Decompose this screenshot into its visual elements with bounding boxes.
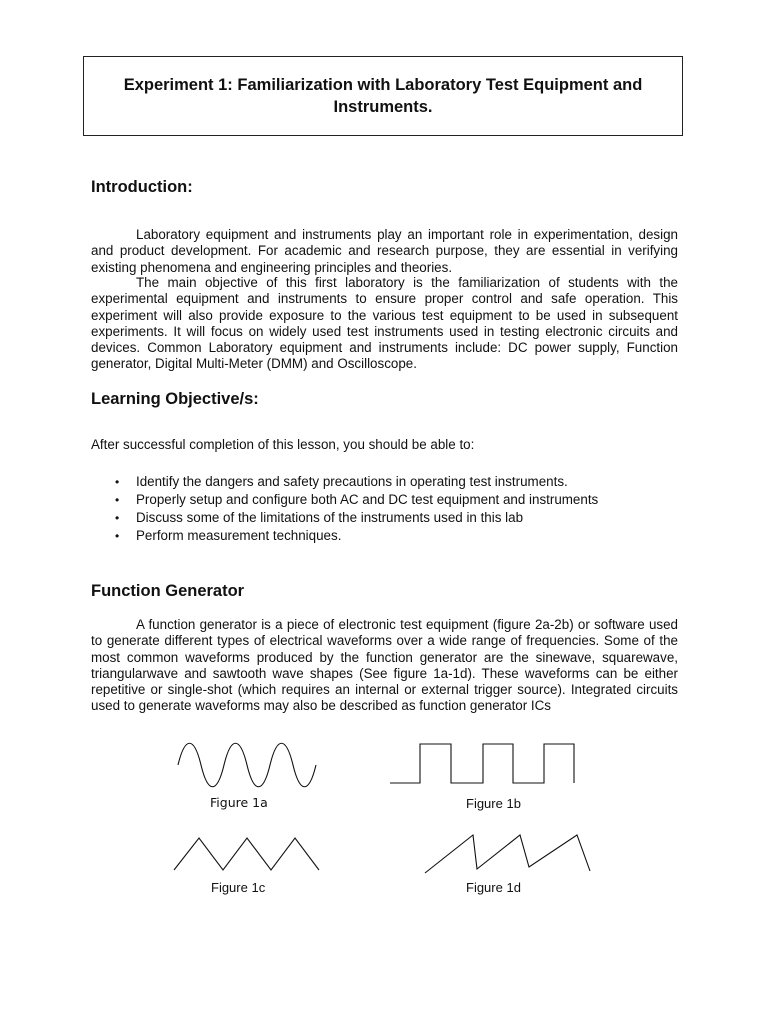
learning-objectives-list bbox=[91, 473, 678, 545]
function-generator-heading: Function Generator bbox=[91, 582, 245, 600]
figure-1a-caption: Figure 1a bbox=[210, 795, 268, 810]
bullet-icon: • bbox=[115, 529, 120, 543]
bullet-icon: • bbox=[115, 511, 120, 525]
list-item: • Properly setup and configure both AC and DC test equipment and instruments bbox=[115, 492, 599, 507]
figure-1c-caption: Figure 1c bbox=[211, 880, 266, 895]
figure-1d-caption: Figure 1d bbox=[466, 880, 521, 895]
learning-objectives-heading: Learning Objective/s: bbox=[91, 390, 259, 408]
introduction-heading: Introduction: bbox=[91, 178, 193, 196]
list-item: • Perform measurement techniques. bbox=[115, 528, 342, 543]
function-generator-paragraph: A function generator is a piece of electronic test equipment (figure 2a-2b) or software used to generate different types of electrical waveforms over a wide range of frequencies. Some of the most common waveforms produced by the function generator are the sinewave, squarewave, triangularwave and sawtooth wave shapes (See figure 1a-1d). These waveforms can be either repetitive or single-shot (which requires an internal or external trigger source). Integrated circuits used to generate waveforms may also be described as function generator ICs bbox=[91, 617, 678, 714]
square-wave-icon bbox=[390, 737, 590, 787]
figure-1b-caption: Figure 1b bbox=[466, 796, 521, 811]
learning-intro: After successful completion of this lesson, you should be able to: bbox=[91, 437, 475, 452]
list-item: • Identify the dangers and safety precautions in operating test instruments. bbox=[115, 474, 568, 489]
introduction-paragraph-1: Laboratory equipment and instruments play an important role in experimentation, design and product development. For academic and research purpose, they are essential in verifying existing phenomena and engineering principles and theories. bbox=[91, 227, 678, 275]
introduction-paragraph-2: The main objective of this first laboratory is the familiarization of students with the experimental equipment and instruments to ensure proper control and safe operation. This experiment will also provide exposure to the various test equipment to be used in subsequent experiments. It will focus on widely used test instruments used in testing electronic circuits and devices. Common Laboratory equipment and instruments include: DC power supply, Function generator, Digital Multi-Meter (DMM) and Oscilloscope. bbox=[91, 275, 678, 372]
document-title bbox=[83, 56, 683, 136]
title-text: Experiment 1: Familiarization with Laboratory Test Equipment and Instruments. bbox=[123, 76, 643, 116]
bullet-icon: • bbox=[115, 475, 120, 489]
bullet-icon: • bbox=[115, 493, 120, 507]
list-item: • Discuss some of the limitations of the instruments used in this lab bbox=[115, 510, 524, 525]
sine-wave-icon bbox=[176, 736, 322, 794]
sawtooth-wave-icon bbox=[425, 831, 595, 876]
triangle-wave-icon bbox=[174, 834, 320, 874]
